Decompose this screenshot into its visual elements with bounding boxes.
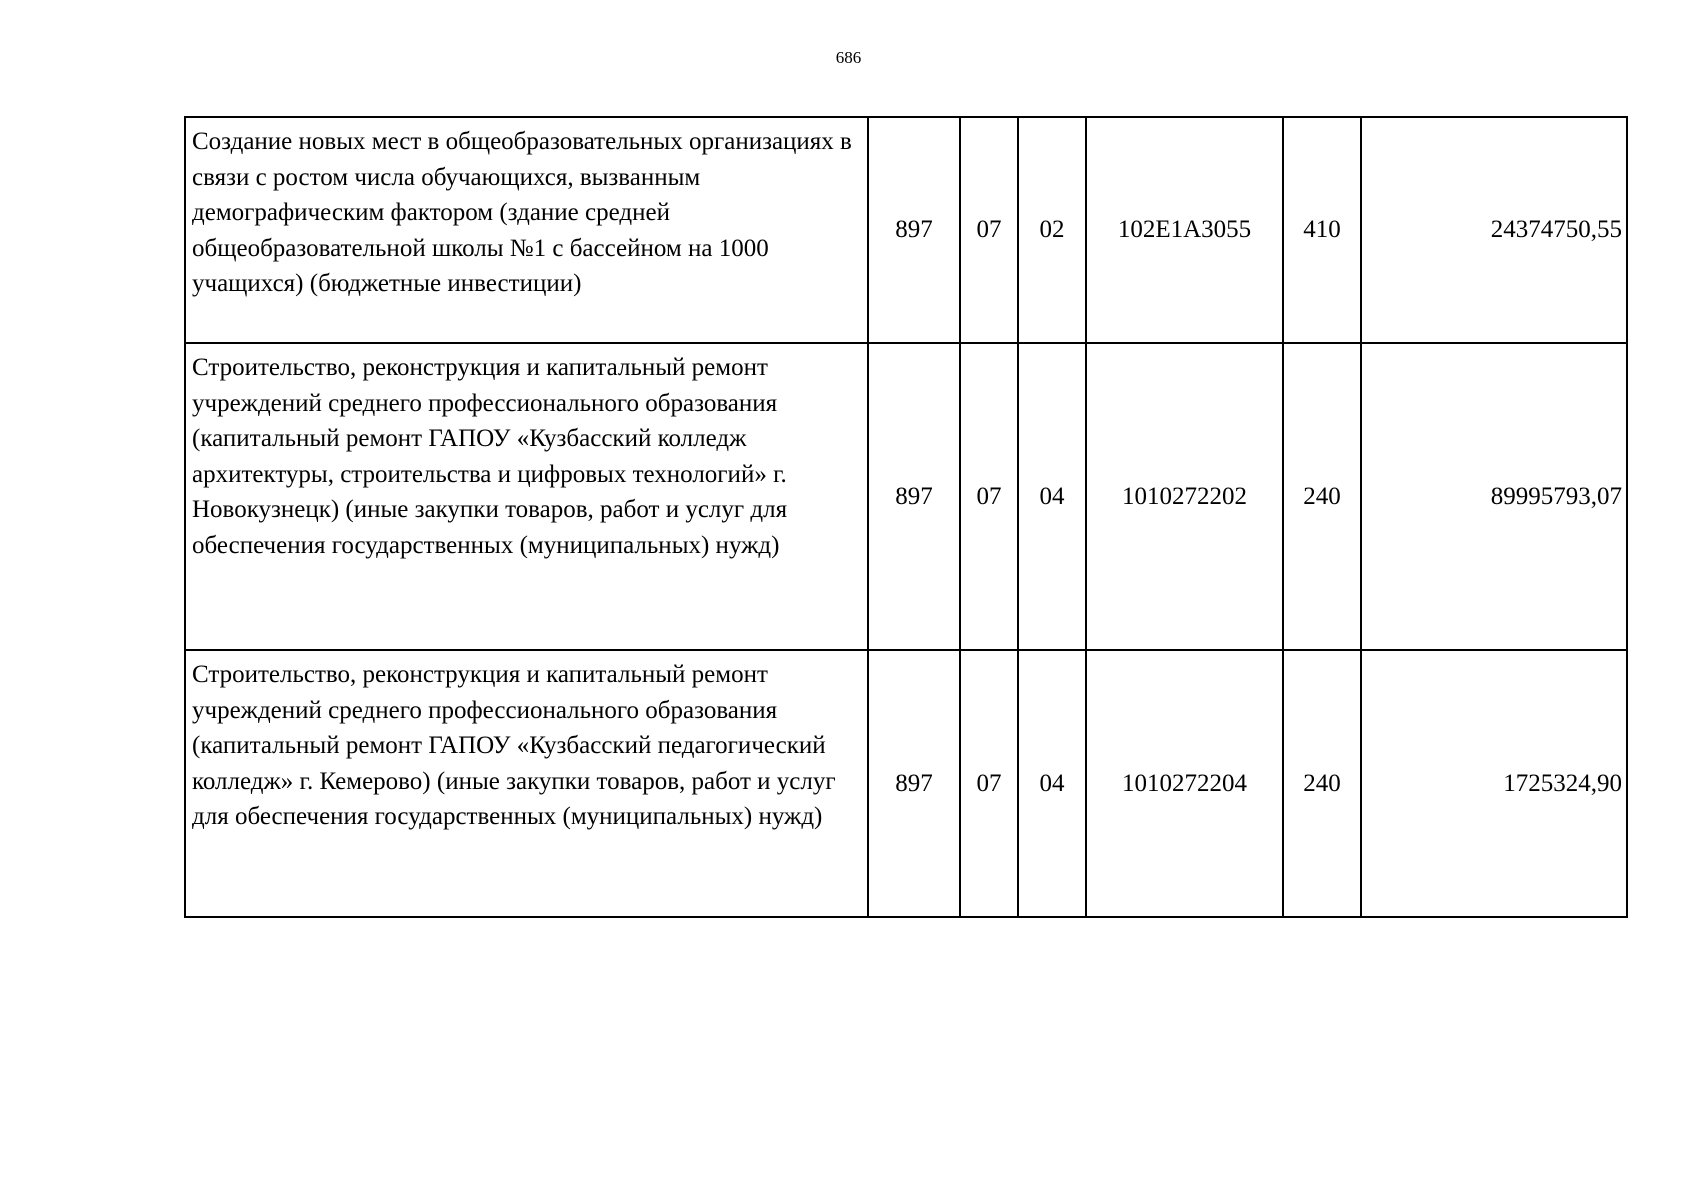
expense-type-cell: 240: [1283, 343, 1361, 650]
description-cell: Создание новых мест в общеобразовательных организациях в связи с ростом числа обучающихся, вызванным демографическим фактором (здание средней общеобразовательной школы №1 с бассейном на 1000 учащихся) (бюджетные инвестиции): [185, 117, 868, 343]
section-cell: 07: [960, 343, 1018, 650]
description-cell: Строительство, реконструкция и капитальный ремонт учреждений среднего профессионального образования (капитальный ремонт ГАПОУ «Кузбасский педагогический колледж» г. Кемерово) (иные закупки товаров, работ и услуг для обеспечения государственных (муниципальных) нужд): [185, 650, 868, 917]
subsection-cell: 04: [1018, 650, 1086, 917]
amount-cell: 89995793,07: [1361, 343, 1627, 650]
description-cell: Строительство, реконструкция и капитальный ремонт учреждений среднего профессионального образования (капитальный ремонт ГАПОУ «Кузбасский колледж архитектуры, строительства и цифровых технологий» г. Новокузнецк) (иные закупки товаров, работ и услуг для обеспечения государственных (муниципальных) нужд): [185, 343, 868, 650]
page-number: 686: [835, 48, 862, 67]
section-cell: 07: [960, 117, 1018, 343]
target-article-cell: 1010272204: [1086, 650, 1283, 917]
ministry-code-cell: 897: [868, 343, 960, 650]
ministry-code-cell: 897: [868, 117, 960, 343]
amount-cell: 24374750,55: [1361, 117, 1627, 343]
target-article-cell: 1010272202: [1086, 343, 1283, 650]
expense-type-cell: 410: [1283, 117, 1361, 343]
table-row: [185, 117, 1627, 343]
table-row: [185, 650, 1627, 917]
section-cell: 07: [960, 650, 1018, 917]
table-row: [185, 343, 1627, 650]
amount-cell: 1725324,90: [1361, 650, 1627, 917]
subsection-cell: 02: [1018, 117, 1086, 343]
ministry-code-cell: 897: [868, 650, 960, 917]
subsection-cell: 04: [1018, 343, 1086, 650]
expense-type-cell: 240: [1283, 650, 1361, 917]
target-article-cell: 102E1A3055: [1086, 117, 1283, 343]
budget-table: [184, 116, 1628, 918]
